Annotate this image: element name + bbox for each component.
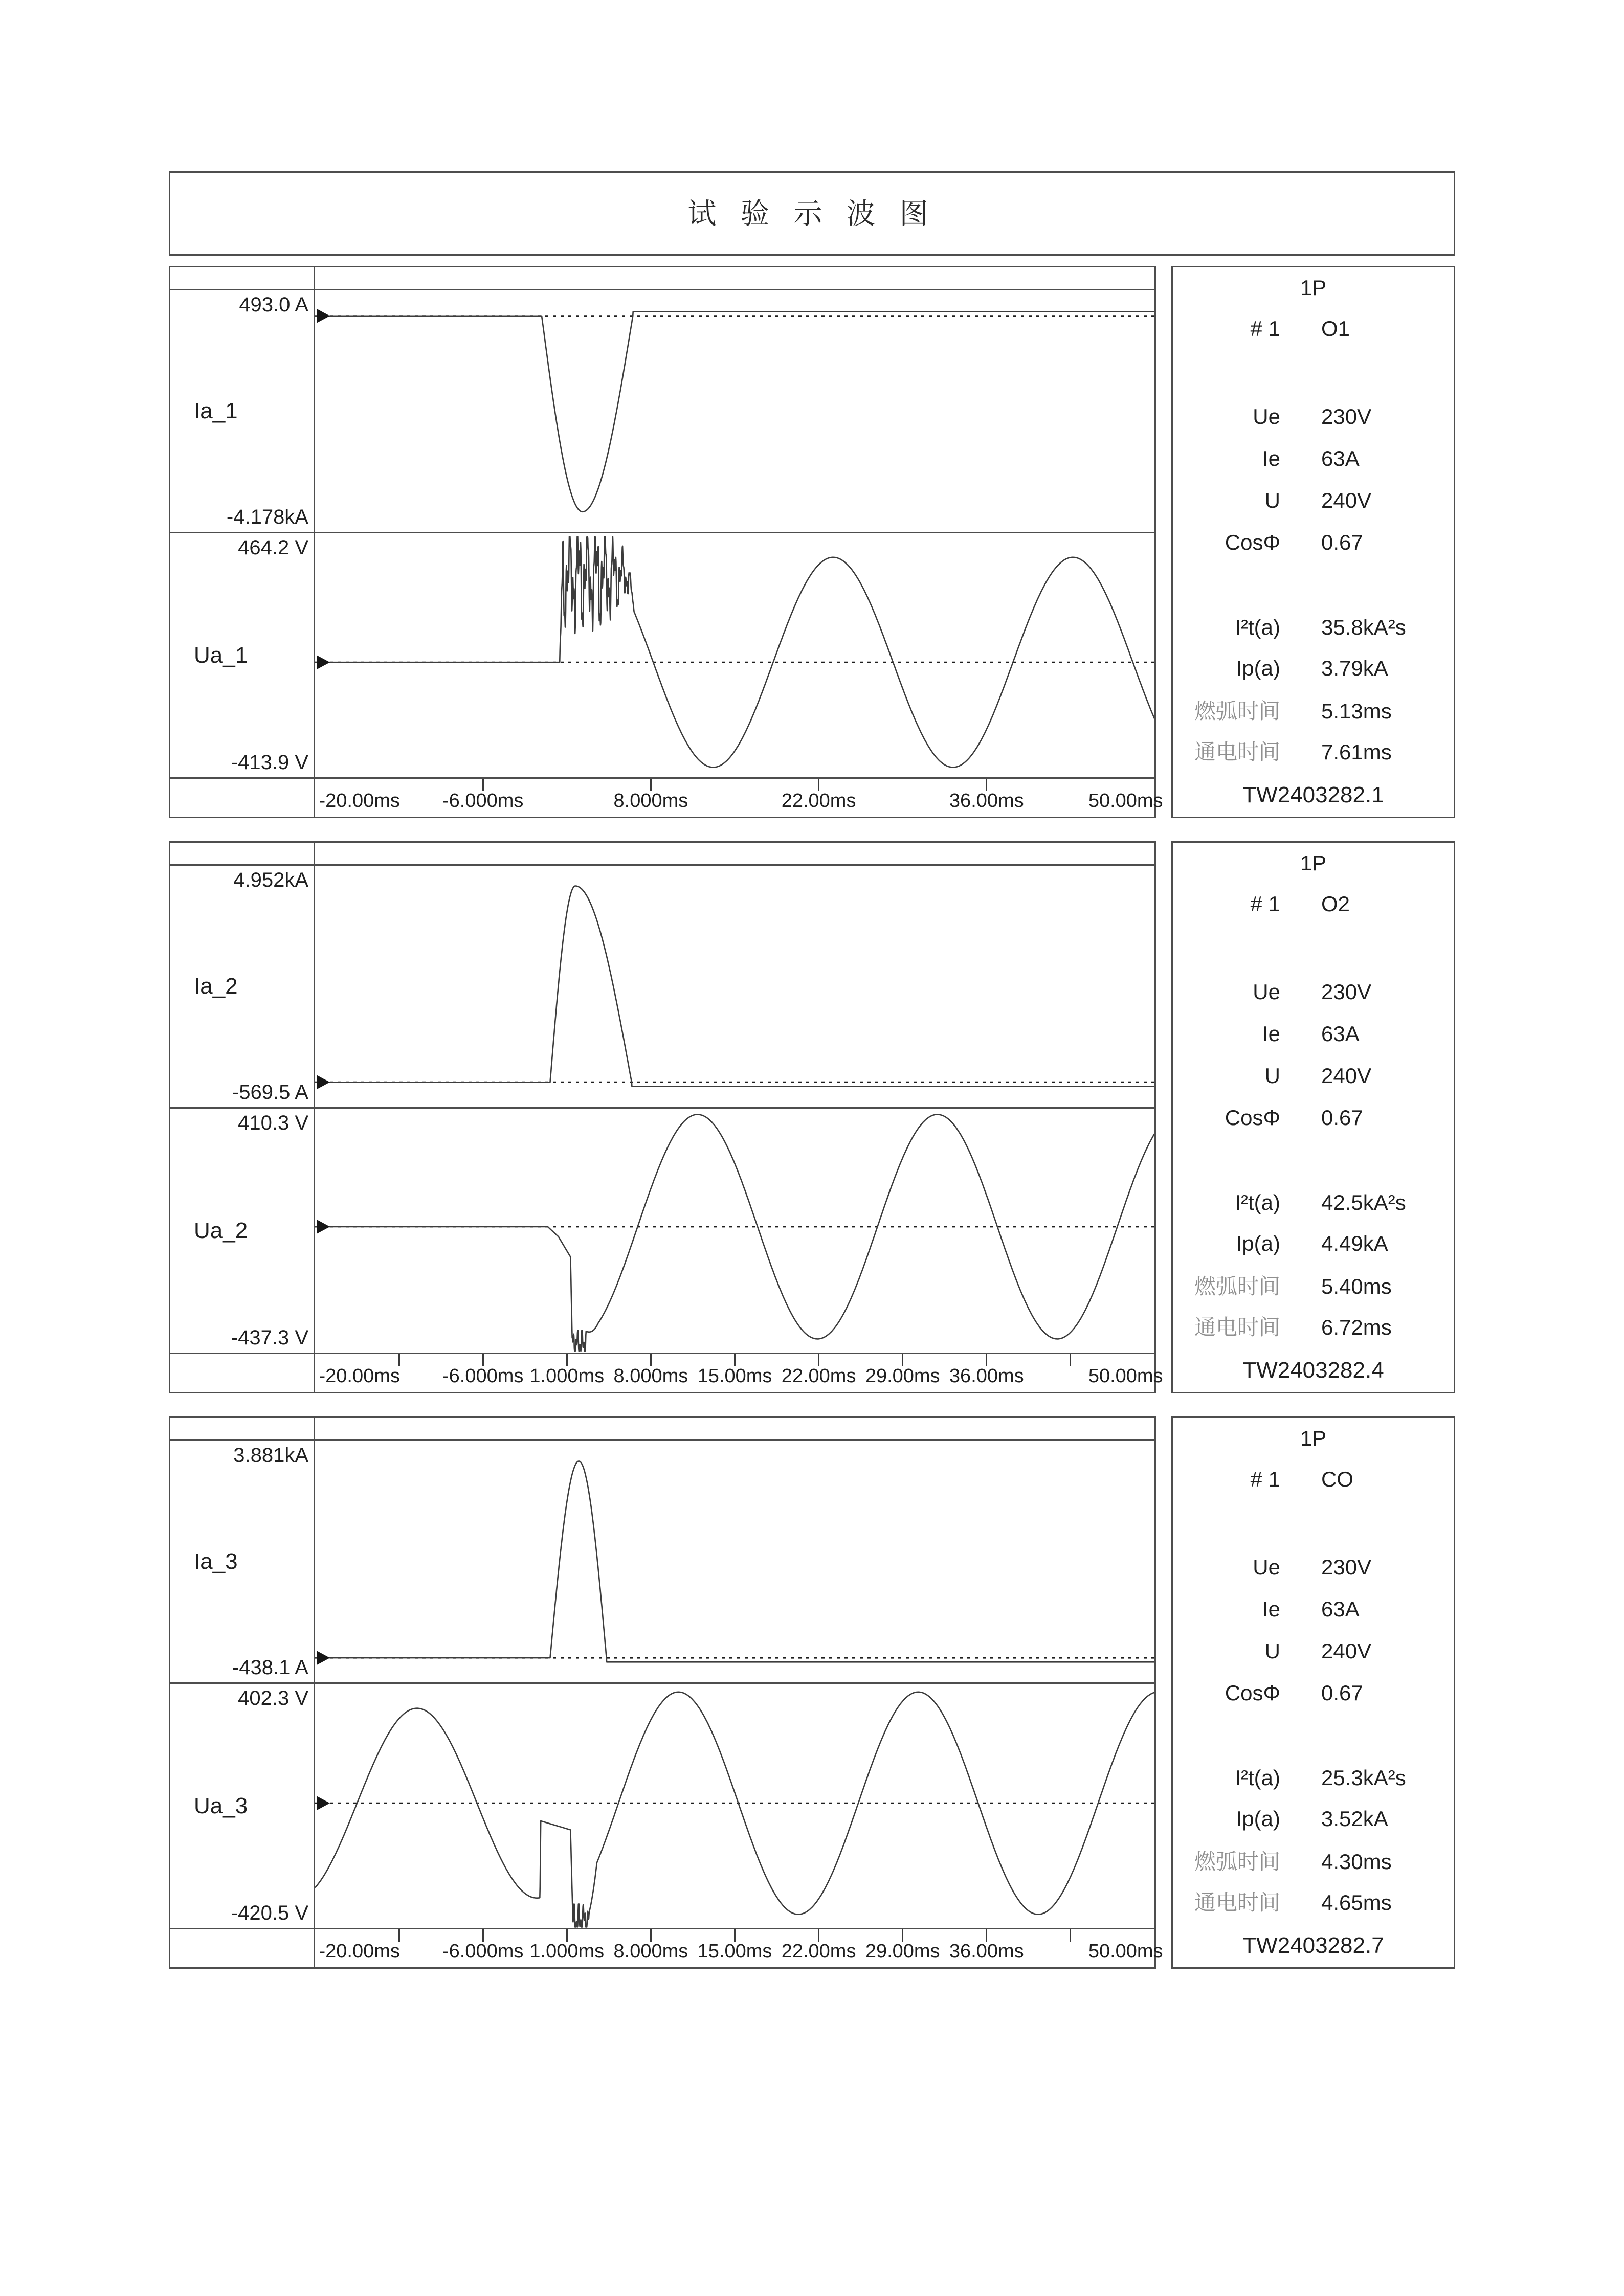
param-panel-2: [1171, 841, 1455, 1393]
axis-tick-label: 36.00ms: [949, 1365, 1024, 1387]
phase-label: 1P: [1300, 276, 1327, 300]
param-value: 4.65ms: [1321, 1890, 1392, 1915]
param-value: 63A: [1321, 446, 1360, 470]
axis-tick-label: -20.00ms: [319, 1941, 400, 1962]
param-row: [1173, 615, 1454, 640]
param-value: 0.67: [1321, 1681, 1363, 1705]
serial-number: TW2403282.1: [1242, 782, 1384, 807]
param-row: [1173, 1106, 1454, 1130]
axis-tick-label: 50.00ms: [1088, 1365, 1163, 1387]
axis-tick: [986, 1354, 987, 1366]
axis-tick: [986, 1929, 987, 1942]
axis-tick: [1070, 1929, 1071, 1942]
param-label: I²t(a): [1235, 615, 1280, 639]
current-plot-1: [315, 290, 1154, 532]
axis-tick-label: -6.000ms: [442, 1941, 524, 1962]
axis-tick-label: 36.00ms: [949, 790, 1024, 812]
param-row: [1173, 1190, 1454, 1215]
axis-tick-label: 1.000ms: [529, 1365, 605, 1387]
param-label: Ip(a): [1236, 1807, 1280, 1831]
param-value: O1: [1321, 317, 1350, 341]
param-value: 0.67: [1321, 1106, 1363, 1130]
axis-tick: [902, 1354, 903, 1366]
voltage-waveform-svg: [315, 533, 1154, 777]
current-plot-3: [315, 1441, 1154, 1682]
param-label: Ue: [1253, 1555, 1280, 1579]
param-value: 3.79kA: [1321, 656, 1388, 680]
param-label: 燃弧时间: [1194, 1850, 1280, 1874]
param-row: [1173, 1681, 1454, 1705]
param-row: [1173, 530, 1454, 555]
param-row: [1173, 1064, 1454, 1088]
param-label: # 1: [1250, 892, 1280, 916]
axis-tick: [482, 1929, 484, 1942]
param-row: [1173, 1274, 1454, 1299]
page-title: 试 验 示 波 图: [687, 197, 937, 230]
voltage-plot-1: [315, 533, 1154, 777]
voltage-scale-max: 410.3 V: [238, 1112, 308, 1134]
param-label: Ie: [1262, 446, 1280, 470]
param-label: I²t(a): [1235, 1766, 1280, 1790]
axis-tick: [818, 1354, 819, 1366]
axis-tick: [482, 1354, 484, 1366]
param-row: [1173, 1597, 1454, 1622]
axis-tick: [398, 1929, 400, 1942]
param-label: 燃弧时间: [1194, 699, 1280, 723]
axis-tick: [650, 779, 652, 791]
param-value: 63A: [1321, 1597, 1360, 1621]
waveform-trace: [315, 1461, 1154, 1662]
current-label-cell-2: [170, 866, 314, 1107]
axis-tick: [398, 1354, 400, 1366]
zero-marker-icon: [317, 655, 330, 669]
serial-number: TW2403282.7: [1242, 1933, 1384, 1958]
param-value: 0.67: [1321, 530, 1363, 554]
param-label: I²t(a): [1235, 1190, 1280, 1214]
axis-tick: [650, 1354, 652, 1366]
current-scale-max: 493.0 A: [239, 294, 308, 316]
voltage-plot-2: [315, 1109, 1154, 1353]
param-row: [1173, 1467, 1454, 1492]
param-label: # 1: [1250, 1467, 1280, 1491]
waveform-trace: [315, 537, 1154, 768]
voltage-label-cell-1: [170, 533, 314, 777]
param-row: [1173, 740, 1454, 764]
zero-marker-icon: [317, 1075, 330, 1089]
current-channel-label: Ia_1: [194, 398, 238, 423]
param-panel-1: [1171, 266, 1455, 818]
param-row: [1173, 1315, 1454, 1340]
param-label: CosΦ: [1225, 1681, 1280, 1705]
current-channel-label: Ia_2: [194, 974, 238, 999]
axis-tick-label: 22.00ms: [781, 790, 856, 812]
axis-tick-label: 36.00ms: [949, 1941, 1024, 1962]
axis-tick: [734, 1929, 736, 1942]
param-value: 4.49kA: [1321, 1231, 1388, 1255]
param-row: [1173, 1022, 1454, 1046]
param-value: 230V: [1321, 1555, 1372, 1579]
voltage-scale-min: -437.3 V: [231, 1326, 308, 1349]
serial-number: TW2403282.4: [1242, 1358, 1384, 1383]
axis-tick-label: 22.00ms: [781, 1941, 856, 1962]
voltage-label-cell-3: [170, 1684, 314, 1928]
axis-corner-cell: [170, 1354, 314, 1392]
axis-tick: [566, 1354, 568, 1366]
param-value: 240V: [1321, 1639, 1372, 1663]
current-channel-label: Ia_3: [194, 1549, 238, 1574]
voltage-channel-label: Ua_1: [194, 642, 248, 668]
current-scale-min: -569.5 A: [232, 1081, 308, 1104]
param-label: Ue: [1253, 404, 1280, 429]
zero-marker-icon: [317, 309, 330, 323]
axis-tick-label: 1.000ms: [529, 1941, 605, 1962]
param-value: 5.13ms: [1321, 699, 1392, 723]
axis-tick-label: 29.00ms: [865, 1941, 940, 1962]
param-label: # 1: [1250, 317, 1280, 341]
axis-tick: [986, 779, 987, 791]
param-row: [1173, 488, 1454, 513]
param-label: 通电时间: [1194, 1890, 1280, 1915]
waveform-trace: [315, 312, 1154, 512]
current-scale-max: 3.881kA: [233, 1444, 308, 1467]
axis-tick: [566, 1929, 568, 1942]
axis-tick: [650, 1929, 652, 1942]
voltage-channel-label: Ua_3: [194, 1793, 248, 1818]
param-label: Ie: [1262, 1597, 1280, 1621]
axis-tick-label: 22.00ms: [781, 1365, 856, 1387]
axis-tick: [734, 1354, 736, 1366]
param-row: [1173, 1231, 1454, 1256]
voltage-label-cell-2: [170, 1109, 314, 1353]
current-scale-max: 4.952kA: [233, 869, 308, 891]
axis-tick: [818, 1929, 819, 1942]
time-axis-3: [315, 1929, 1163, 1967]
axis-tick-label: 15.00ms: [697, 1365, 772, 1387]
axis-tick-label: 50.00ms: [1088, 790, 1163, 812]
axis-tick: [482, 779, 484, 791]
param-row: [1173, 446, 1454, 471]
current-scale-min: -4.178kA: [226, 506, 308, 528]
param-label: U: [1264, 1064, 1280, 1088]
param-row: [1173, 1639, 1454, 1663]
param-value: 6.72ms: [1321, 1315, 1392, 1339]
param-value: 230V: [1321, 980, 1372, 1004]
current-label-cell-3: [170, 1441, 314, 1682]
param-label: 燃弧时间: [1194, 1274, 1280, 1298]
phase-label: 1P: [1300, 851, 1327, 875]
param-row: [1173, 1850, 1454, 1874]
axis-tick-label: 15.00ms: [697, 1941, 772, 1962]
voltage-channel-label: Ua_2: [194, 1218, 248, 1243]
time-axis-2: [315, 1354, 1163, 1392]
param-value: 240V: [1321, 1064, 1372, 1088]
current-label-cell-1: [170, 290, 314, 532]
axis-tick-label: 8.000ms: [613, 1365, 688, 1387]
title-box: [169, 171, 1455, 256]
param-row: [1173, 1555, 1454, 1580]
axis-corner-cell: [170, 1929, 314, 1967]
param-row: [1173, 1890, 1454, 1915]
axis-tick-label: -6.000ms: [442, 790, 524, 812]
param-value: 230V: [1321, 404, 1372, 429]
axis-tick-label: 50.00ms: [1088, 1941, 1163, 1962]
param-value: 3.52kA: [1321, 1807, 1388, 1831]
param-label: CosΦ: [1225, 1106, 1280, 1130]
voltage-waveform-svg: [315, 1109, 1154, 1353]
oscillogram-block-3: [169, 1416, 1163, 1969]
voltage-scale-min: -413.9 V: [231, 751, 308, 774]
param-label: U: [1264, 488, 1280, 512]
axis-tick-label: 8.000ms: [613, 1941, 688, 1962]
param-value: 240V: [1321, 488, 1372, 512]
axis-tick-label: 8.000ms: [613, 790, 688, 812]
param-value: 42.5kA²s: [1321, 1190, 1406, 1214]
axis-tick: [902, 1929, 903, 1942]
zero-marker-icon: [317, 1796, 330, 1810]
param-value: 35.8kA²s: [1321, 615, 1406, 639]
current-waveform-svg: [315, 1441, 1154, 1682]
param-label: U: [1264, 1639, 1280, 1663]
param-value: 5.40ms: [1321, 1274, 1392, 1298]
waveform-trace: [315, 1692, 1154, 1927]
voltage-waveform-svg: [315, 1684, 1154, 1928]
current-plot-2: [315, 866, 1154, 1107]
current-waveform-svg: [315, 866, 1154, 1107]
oscillogram-block-1: [169, 266, 1163, 818]
param-label: Ie: [1262, 1022, 1280, 1046]
waveform-trace: [315, 1114, 1154, 1351]
oscillogram-block-2: [169, 841, 1163, 1393]
param-label: Ip(a): [1236, 1231, 1280, 1255]
axis-tick-label: 29.00ms: [865, 1365, 940, 1387]
param-row: [1173, 699, 1454, 724]
voltage-plot-3: [315, 1684, 1154, 1928]
param-row: [1173, 892, 1454, 916]
axis-tick: [818, 779, 819, 791]
param-label: Ip(a): [1236, 656, 1280, 680]
param-row: [1173, 980, 1454, 1004]
param-value: 7.61ms: [1321, 740, 1392, 764]
param-value: 25.3kA²s: [1321, 1766, 1406, 1790]
voltage-scale-max: 402.3 V: [238, 1687, 308, 1709]
param-label: 通电时间: [1194, 1315, 1280, 1339]
param-row: [1173, 317, 1454, 341]
axis-tick-label: -20.00ms: [319, 1365, 400, 1387]
param-row: [1173, 1807, 1454, 1831]
phase-label: 1P: [1300, 1426, 1327, 1450]
zero-marker-icon: [317, 1220, 330, 1234]
param-value: 63A: [1321, 1022, 1360, 1046]
time-axis-1: [315, 779, 1163, 817]
current-waveform-svg: [315, 290, 1154, 532]
param-label: Ue: [1253, 980, 1280, 1004]
param-row: [1173, 404, 1454, 429]
param-value: CO: [1321, 1467, 1353, 1491]
voltage-scale-max: 464.2 V: [238, 536, 308, 559]
axis-tick-label: -6.000ms: [442, 1365, 524, 1387]
param-row: [1173, 1766, 1454, 1790]
axis-tick: [1070, 1354, 1071, 1366]
axis-tick-label: -20.00ms: [319, 790, 400, 812]
param-label: 通电时间: [1194, 740, 1280, 764]
voltage-scale-min: -420.5 V: [231, 1902, 308, 1924]
param-value: O2: [1321, 892, 1350, 916]
current-scale-min: -438.1 A: [232, 1656, 308, 1679]
param-value: 4.30ms: [1321, 1850, 1392, 1874]
waveform-trace: [315, 886, 1154, 1087]
zero-marker-icon: [317, 1651, 330, 1665]
param-row: [1173, 656, 1454, 681]
param-label: CosΦ: [1225, 530, 1280, 554]
param-panel-3: [1171, 1416, 1455, 1969]
axis-corner-cell: [170, 779, 314, 817]
